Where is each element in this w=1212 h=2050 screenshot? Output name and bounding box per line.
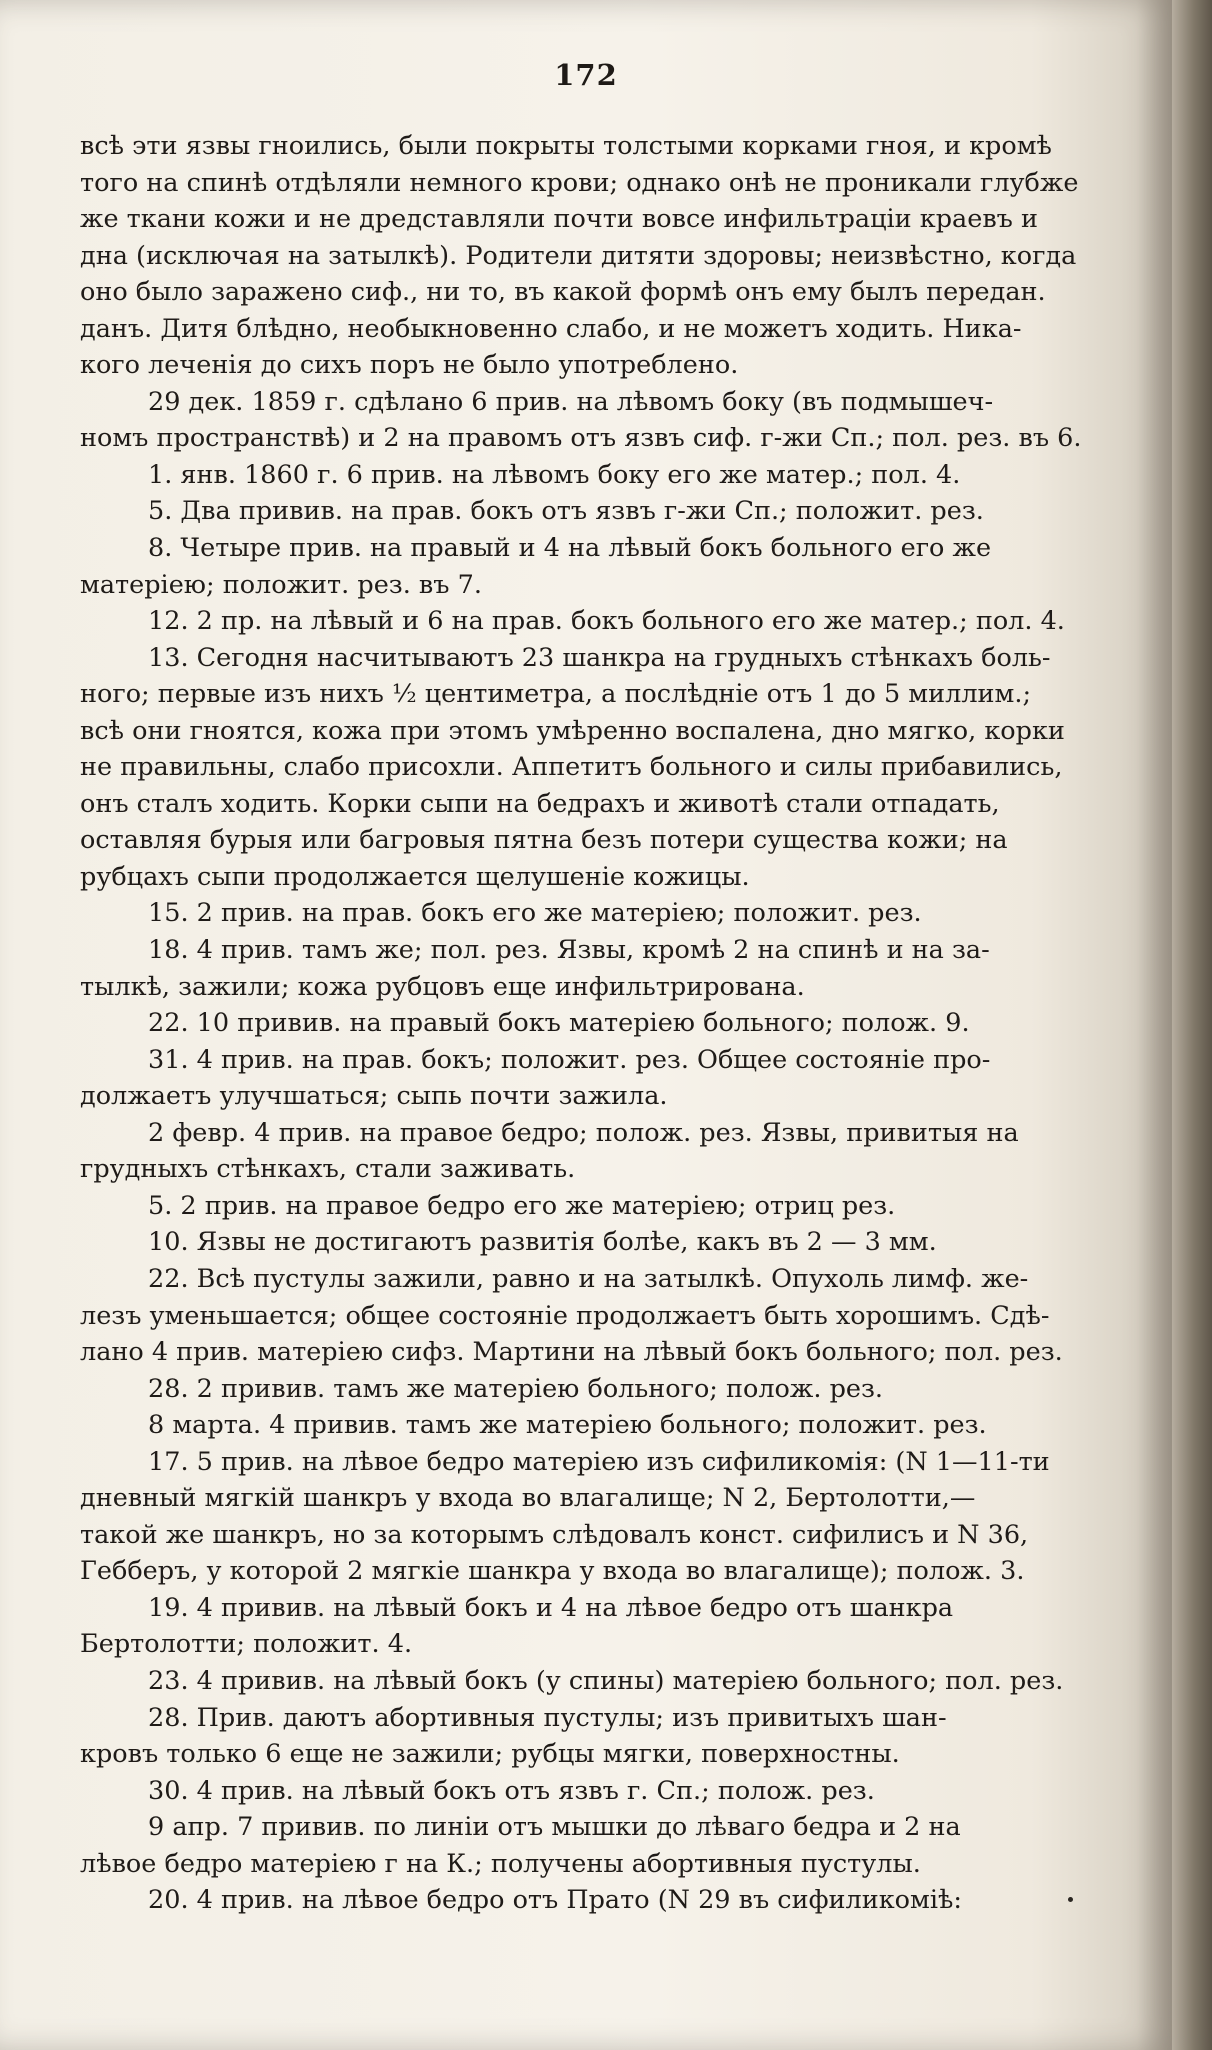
text-line: 13. Сегодня насчитываютъ 23 шанкра на грудныхъ стѣнкахъ боль- (148, 642, 1051, 673)
text-line: данъ. Дитя блѣдно, необыкновенно слабо, и не можетъ ходить. Ника- (80, 313, 1022, 344)
text-line: лѣвое бедро матеріею г на К.; получены абортивныя пустулы. (80, 1848, 921, 1879)
text-line: тылкѣ, зажили; кожа рубцовъ еще инфильтрирована. (80, 971, 805, 1002)
text-line: 31. 4 прив. на прав. бокъ; положит. рез. Общее состояніе про- (148, 1044, 991, 1075)
text-line: же ткани кожи и не дредставляли почти вовсе инфильтраціи краевъ и (80, 204, 1039, 235)
text-line: такой же шанкръ, но за которымъ слѣдовалъ конст. сифилисъ и N 36, (80, 1519, 1029, 1550)
text-line: 5. 2 прив. на правое бедро его же матеріею; отриц рез. (148, 1190, 896, 1221)
text-line: всѣ они гноятся, кожа при этомъ умѣренно воспалена, дно мягко, корки (80, 715, 1065, 746)
text-line: 18. 4 прив. тамъ же; пол. рез. Язвы, кромѣ 2 на спинѣ и на за- (148, 935, 990, 966)
text-line: 8 марта. 4 привив. тамъ же матеріею больного; положит. рез. (148, 1410, 987, 1441)
text-line: номъ пространствѣ) и 2 на правомъ отъ язвъ сиф. г-жи Сп.; пол. рез. въ 6. (80, 423, 1082, 454)
text-line: дна (исключая на затылкѣ). Родители дитяти здоровы; неизвѣстно, когда (80, 240, 1077, 271)
text-line: 8. Четыре прив. на правый и 4 на лѣвый бокъ больного его же (148, 533, 992, 564)
text-line: лано 4 прив. матеріею сифз. Мартини на лѣвый бокъ больного; пол. рез. (80, 1337, 1063, 1368)
text-line: 30. 4 прив. на лѣвый бокъ отъ язвъ г. Сп.; полож. рез. (148, 1775, 875, 1806)
text-line: 22. Всѣ пустулы зажили, равно и на затылкѣ. Опухоль лимф. же- (148, 1263, 1029, 1294)
page-number: 172 (554, 58, 618, 92)
text-line: не правильны, слабо присохли. Аппетитъ больного и силы прибавились, (80, 752, 1063, 783)
text-line: 29 дек. 1859 г. сдѣлано 6 прив. на лѣвомъ боку (въ подмышеч- (148, 386, 994, 417)
text-line: 22. 10 привив. на правый бокъ матеріею больного; полож. 9. (148, 1008, 970, 1039)
text-line: 1. янв. 1860 г. 6 прив. на лѣвомъ боку его же матер.; пол. 4. (148, 459, 961, 490)
text-line: рубцахъ сыпи продолжается щелушеніе кожицы. (80, 861, 750, 892)
text-line: должаетъ улучшаться; сыпь почти зажила. (80, 1081, 668, 1112)
text-line: кого леченія до сихъ поръ не было употреблено. (80, 350, 739, 381)
text-line: 28. Прив. даютъ абортивныя пустулы; изъ привитыхъ шан- (148, 1702, 947, 1733)
text-line: Бертолотти; положит. 4. (80, 1629, 413, 1660)
text-line: того на спинѣ отдѣляли немного крови; однако онѣ не проникали глубже (80, 167, 1079, 198)
text-line: онъ сталъ ходить. Корки сыпи на бедрахъ и животѣ стали отпадать, (80, 788, 1000, 819)
text-line: 9 апр. 7 привив. по линіи отъ мышки до лѣваго бедра и 2 на (148, 1812, 961, 1843)
text-line: 23. 4 привив. на лѣвый бокъ (у спины) матеріею больного; пол. рез. (148, 1665, 1064, 1696)
text-line: ного; первые изъ нихъ ½ центиметра, а послѣдніе отъ 1 до 5 миллим.; (80, 679, 1032, 710)
body-text (80, 128, 1160, 1919)
text-line: 2 февр. 4 прив. на правое бедро; полож. рез. Язвы, привитыя на (148, 1117, 1019, 1148)
text-line: 19. 4 привив. на лѣвый бокъ и 4 на лѣвое бедро отъ шанкра (148, 1592, 954, 1623)
text-line: Гебберъ, у которой 2 мягкіе шанкра у входа во влагалище); полож. 3. (80, 1556, 1025, 1587)
text-line: всѣ эти язвы гноились, были покрыты толстыми корками гноя, и кромѣ (80, 131, 1052, 161)
text-line: 15. 2 прив. на прав. бокъ его же матеріею; положит. рез. (148, 898, 922, 929)
page-edge (1172, 0, 1212, 2050)
text-line: лезъ уменьшается; общее состояніе продолжаетъ быть хорошимъ. Сдѣ- (80, 1300, 1050, 1331)
text-line: 10. Язвы не достигаютъ развитія болѣе, какъ въ 2 — 3 мм. (148, 1227, 937, 1258)
text-line: 20. 4 прив. на лѣвое бедро отъ Прато (N 29 въ сифиликоміѣ: (148, 1885, 962, 1916)
text-line: 28. 2 привив. тамъ же матеріею больного; полож. рез. (148, 1373, 884, 1404)
text-line: дневный мягкій шанкръ у входа во влагалище; N 2, Бертолотти,— (80, 1483, 976, 1514)
ink-speck (1068, 1897, 1073, 1902)
text-line: 17. 5 прив. на лѣвое бедро матеріею изъ сифиликомія: (N 1—11-ти (148, 1446, 1050, 1477)
text-line: 5. Два привив. на прав. бокъ отъ язвъ г-жи Сп.; положит. рез. (148, 496, 984, 527)
text-line: кровъ только 6 еще не зажили; рубцы мягки, поверхностны. (80, 1739, 900, 1770)
text-line: 12. 2 пр. на лѣвый и 6 на прав. бокъ больного его же матер.; пол. 4. (148, 606, 1065, 637)
text-line: грудныхъ стѣнкахъ, стали заживать. (80, 1154, 576, 1185)
text-line: оставляя бурыя или багровыя пятна безъ потери существа кожи; на (80, 825, 1008, 856)
text-line: оно было заражено сиф., ни то, въ какой формѣ онъ ему былъ передан. (80, 277, 1046, 308)
text-line: матеріею; положит. рез. въ 7. (80, 569, 482, 600)
